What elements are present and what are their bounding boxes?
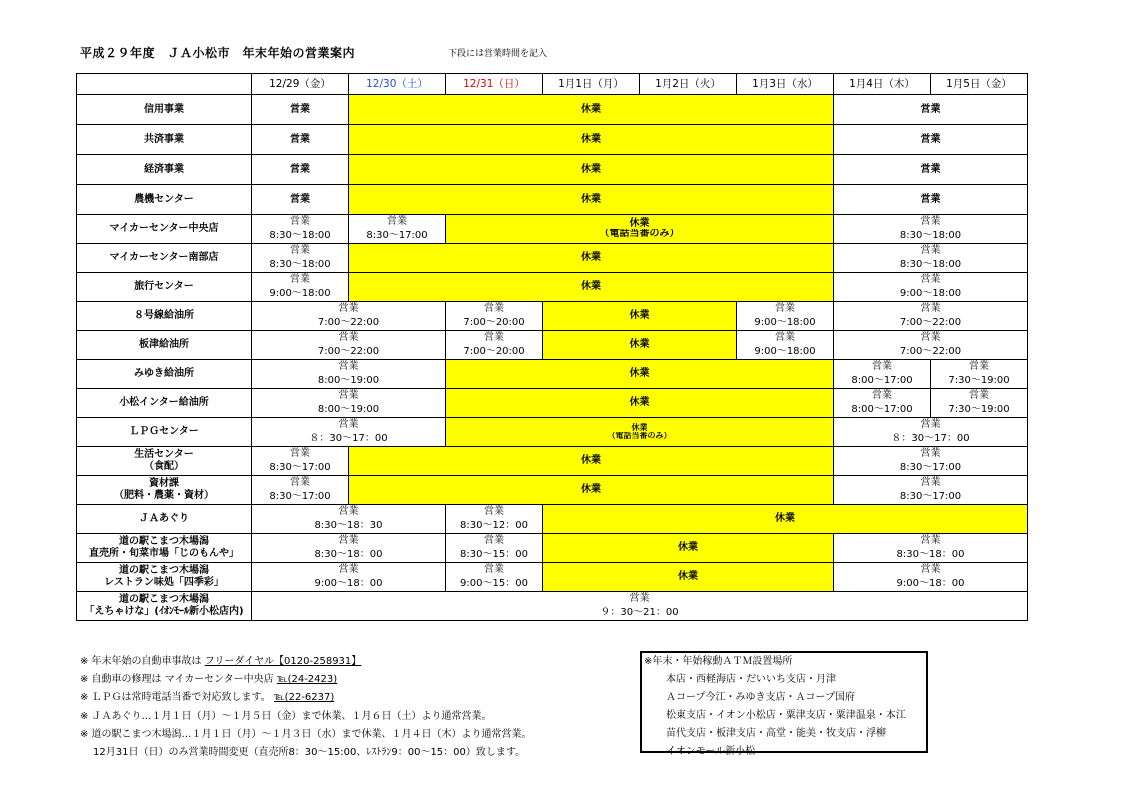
table-row bbox=[77, 389, 1028, 404]
open-cell: 営業 bbox=[737, 302, 834, 317]
open-cell: 営業 bbox=[252, 360, 446, 375]
hours-cell: 8:30〜17:00 bbox=[252, 490, 349, 505]
atm-line: 本店・西軽海店・だいいち支店・月津 bbox=[666, 674, 836, 685]
hours-cell: 8:30〜17:00 bbox=[252, 461, 349, 476]
hours-cell: 8:00〜17:00 bbox=[834, 403, 931, 418]
hours-cell: 7:30〜19:00 bbox=[931, 374, 1028, 389]
open-cell: 営業 bbox=[446, 302, 543, 317]
open-cell: 営業 bbox=[252, 185, 349, 215]
open-cell: 営業 bbox=[737, 331, 834, 346]
open-cell: 営業 bbox=[446, 331, 543, 346]
row-label: 経済事業 bbox=[77, 155, 252, 185]
open-cell: 営業 bbox=[252, 592, 1028, 607]
table-row bbox=[77, 215, 1028, 230]
date-header: 1月4日（木） bbox=[834, 74, 931, 95]
hours-cell: 9:00〜18:00 bbox=[834, 287, 1028, 302]
closed-cell: 休業 bbox=[349, 447, 834, 476]
hours-cell: ９：30〜21：00 bbox=[252, 606, 1028, 621]
atm-line: イオンモール新小松 bbox=[666, 746, 756, 757]
closed-cell: 休業 bbox=[446, 360, 834, 389]
row-label: 旅行センター bbox=[77, 273, 252, 302]
row-label: マイカーセンター中央店 bbox=[77, 215, 252, 244]
open-cell: 営業 bbox=[834, 360, 931, 375]
open-cell: 営業 bbox=[834, 534, 1028, 549]
header-corner bbox=[77, 74, 252, 95]
open-cell: 営業 bbox=[834, 185, 1028, 215]
hours-cell: ８：30〜17：00 bbox=[834, 432, 1028, 447]
row-label-line: （食配） bbox=[144, 461, 184, 472]
closed-cell: 休業 bbox=[349, 185, 834, 215]
footnote-lpg bbox=[80, 689, 532, 707]
hours-cell: 7:00〜22:00 bbox=[252, 345, 446, 360]
row-label bbox=[77, 534, 252, 563]
row-label bbox=[77, 592, 252, 621]
open-cell: 営業 bbox=[252, 476, 349, 491]
table-row bbox=[77, 505, 1028, 520]
open-cell: 営業 bbox=[834, 476, 1028, 491]
hours-cell: 7:00〜20:00 bbox=[446, 345, 543, 360]
table-row bbox=[77, 447, 1028, 462]
table-row bbox=[77, 185, 1028, 215]
row-label bbox=[77, 447, 252, 476]
closed-cell: 休業 bbox=[349, 155, 834, 185]
date-header: 12/31（日） bbox=[446, 74, 543, 95]
row-label-line: 資材課 bbox=[149, 478, 179, 489]
hours-cell: 7:00〜22:00 bbox=[834, 316, 1028, 331]
table-row bbox=[77, 273, 1028, 288]
footnote-michinoeki: ※ 道の駅こまつ木場潟…１月１日（月）〜１月３日（水）まで休業、１月４日（木）より通常営業。 bbox=[80, 728, 532, 740]
open-cell: 営業 bbox=[446, 505, 543, 520]
open-cell: 営業 bbox=[252, 447, 349, 462]
footnotes bbox=[80, 653, 532, 762]
open-cell: 営業 bbox=[252, 215, 349, 230]
lpg-phone: ℡(22-6237) bbox=[273, 692, 335, 704]
repair-phone: ℡(24-2423) bbox=[276, 674, 338, 686]
closed-cell: 休業 bbox=[446, 418, 834, 433]
row-label bbox=[77, 476, 252, 505]
open-cell: 営業 bbox=[252, 418, 446, 433]
hours-cell: 9:00〜18:00 bbox=[252, 287, 349, 302]
open-cell: 営業 bbox=[252, 125, 349, 155]
open-cell: 営業 bbox=[252, 244, 349, 259]
hours-cell: 7:00〜20:00 bbox=[446, 316, 543, 331]
open-cell: 営業 bbox=[834, 155, 1028, 185]
date-header: 1月2日（火） bbox=[640, 74, 737, 95]
closed-cell: 休業 bbox=[543, 534, 834, 563]
row-label: 信用事業 bbox=[77, 95, 252, 125]
page-title: 平成２９年度 ＪＡ小松市 年末年始の営業案内 bbox=[80, 46, 356, 60]
row-label: 農機センター bbox=[77, 185, 252, 215]
table-row bbox=[77, 155, 1028, 185]
hours-cell: 8:30〜15：00 bbox=[446, 548, 543, 563]
hours-cell: 8:00〜19:00 bbox=[252, 403, 446, 418]
hours-cell: 8:30〜12：00 bbox=[446, 519, 543, 534]
open-cell: 営業 bbox=[834, 244, 1028, 259]
open-cell: 営業 bbox=[834, 215, 1028, 230]
footnote-aguri: ※ ＪＡあぐり…１月１日（月）〜１月５日（金）まで休業、１月６日（土）より通常営業。 bbox=[80, 710, 492, 722]
phone-note: （電話当番のみ） bbox=[446, 229, 834, 244]
table-row bbox=[77, 244, 1028, 259]
open-cell: 営業 bbox=[252, 302, 446, 317]
table-row bbox=[77, 95, 1028, 125]
row-label: 共済事業 bbox=[77, 125, 252, 155]
row-label: みゆき給油所 bbox=[77, 360, 252, 389]
footnote-text: ※ 自動車の修理は マイカーセンター中央店 bbox=[80, 674, 277, 686]
footnote-repair bbox=[80, 671, 532, 689]
footnote-hours-change: 12月31日（日）のみ営業時間変更（直売所8：30〜15:00、ﾚｽﾄﾗﾝ9：00〜15：00）致します。 bbox=[93, 747, 526, 759]
hours-cell: 8:30〜18:00 bbox=[834, 229, 1028, 244]
footnote-text: ※ ＬＰＧは常時電話当番で対応致します。 bbox=[80, 692, 274, 704]
open-cell: 営業 bbox=[931, 389, 1028, 404]
open-cell: 営業 bbox=[252, 389, 446, 404]
open-cell: 営業 bbox=[252, 155, 349, 185]
closed-cell: 休業 bbox=[349, 125, 834, 155]
date-header: 1月3日（水） bbox=[737, 74, 834, 95]
closed-cell: 休業 bbox=[543, 563, 834, 592]
hours-cell: 7:00〜22:00 bbox=[834, 345, 1028, 360]
hours-cell: 9:00〜18：00 bbox=[834, 577, 1028, 592]
open-cell: 営業 bbox=[349, 215, 446, 230]
row-label-line: 直売所・旬菜市場「じのもんや」 bbox=[89, 548, 239, 559]
footnote-text: ※ 年末年始の自動車事故は bbox=[80, 656, 205, 667]
table-row bbox=[77, 563, 1028, 578]
open-cell: 営業 bbox=[252, 563, 446, 578]
atm-line: 苗代支店・板津支店・高堂・能美・牧支店・浮柳 bbox=[666, 728, 886, 739]
open-cell: 営業 bbox=[931, 360, 1028, 375]
closed-cell: 休業 bbox=[543, 302, 737, 331]
hours-cell: 8:30〜18:00 bbox=[252, 229, 349, 244]
open-cell: 営業 bbox=[834, 302, 1028, 317]
hours-cell: 9:00〜15：00 bbox=[446, 577, 543, 592]
closed-cell: 休業 bbox=[349, 95, 834, 125]
row-label-line: 道の駅こまつ木場潟 bbox=[119, 565, 209, 576]
open-cell: 営業 bbox=[834, 418, 1028, 433]
row-label: マイカーセンター南部店 bbox=[77, 244, 252, 273]
row-label-line: （肥料・農薬・資材） bbox=[114, 490, 214, 501]
open-cell: 営業 bbox=[252, 95, 349, 125]
closed-cell: 休業 bbox=[543, 331, 737, 360]
hours-cell: 8:30〜18:00 bbox=[834, 258, 1028, 273]
row-label: ＬＰＧセンター bbox=[77, 418, 252, 447]
date-header: 12/29（金） bbox=[252, 74, 349, 95]
open-cell: 営業 bbox=[834, 447, 1028, 462]
hours-cell: 8:30〜18：00 bbox=[252, 548, 446, 563]
closed-cell: 休業 bbox=[543, 505, 1028, 534]
atm-line: 松東支店・イオン小松店・粟津支店・粟津温泉・本江 bbox=[666, 710, 906, 721]
hours-cell: 7:00〜22:00 bbox=[252, 316, 446, 331]
hours-cell: 8:30〜18:00 bbox=[252, 258, 349, 273]
open-cell: 営業 bbox=[834, 273, 1028, 288]
hours-cell: 8:00〜17:00 bbox=[834, 374, 931, 389]
row-label: ８号線給油所 bbox=[77, 302, 252, 331]
open-cell: 営業 bbox=[834, 125, 1028, 155]
row-label-line: 「えちゃけな」(ｲｵﾝﾓｰﾙ新小松店内) bbox=[84, 606, 244, 617]
open-cell: 営業 bbox=[834, 331, 1028, 346]
open-cell: 営業 bbox=[252, 505, 446, 520]
row-label: 小松インター給油所 bbox=[77, 389, 252, 418]
open-cell: 営業 bbox=[834, 95, 1028, 125]
atm-title: ※年末・年始稼動ＡＴＭ設置場所 bbox=[644, 656, 793, 667]
table-row bbox=[77, 476, 1028, 491]
row-label-line: 生活センター bbox=[134, 449, 194, 460]
date-header: 1月1日（月） bbox=[543, 74, 640, 95]
header-row bbox=[77, 74, 1028, 95]
hours-cell: 9:00〜18:00 bbox=[737, 345, 834, 360]
table-row bbox=[77, 418, 1028, 433]
table-row bbox=[77, 534, 1028, 549]
row-label-line: 道の駅こまつ木場潟 bbox=[119, 536, 209, 547]
table-row bbox=[77, 360, 1028, 375]
hours-cell: 8:30〜17:00 bbox=[834, 461, 1028, 476]
open-cell: 営業 bbox=[446, 534, 543, 549]
atm-box bbox=[640, 651, 928, 757]
table-row bbox=[77, 592, 1028, 607]
closed-cell: 休業 bbox=[349, 476, 834, 505]
closed-cell: 休業 bbox=[446, 215, 834, 230]
hours-cell: 7:30〜19:00 bbox=[931, 403, 1028, 418]
row-label-line: レストラン味処「四季彩」 bbox=[104, 577, 224, 588]
sub-note: 下段には営業時間を記入 bbox=[448, 49, 548, 59]
footnote-accident bbox=[80, 653, 532, 671]
open-cell: 営業 bbox=[446, 563, 543, 578]
open-cell: 営業 bbox=[252, 534, 446, 549]
open-cell: 営業 bbox=[252, 273, 349, 288]
schedule-table bbox=[76, 73, 1028, 621]
phone-note: （電話当番のみ） bbox=[446, 432, 834, 447]
date-header: 12/30（土） bbox=[349, 74, 446, 95]
table-row bbox=[77, 125, 1028, 155]
hours-cell: ８：30〜17：00 bbox=[252, 432, 446, 447]
closed-cell: 休業 bbox=[349, 273, 834, 302]
hours-cell: 8:00〜19:00 bbox=[252, 374, 446, 389]
open-cell: 営業 bbox=[834, 563, 1028, 578]
row-label: ＪＡあぐり bbox=[77, 505, 252, 534]
open-cell: 営業 bbox=[252, 331, 446, 346]
date-header: 1月5日（金） bbox=[931, 74, 1028, 95]
freedial-number: フリーダイヤル【0120-258931】 bbox=[204, 656, 362, 667]
hours-cell: 9:00〜18：00 bbox=[252, 577, 446, 592]
hours-cell: 8:30〜18：30 bbox=[252, 519, 446, 534]
hours-cell: 8:30〜17:00 bbox=[349, 229, 446, 244]
open-cell: 営業 bbox=[834, 389, 931, 404]
hours-cell: 8:30〜17:00 bbox=[834, 490, 1028, 505]
hours-cell: 8:30〜18：00 bbox=[834, 548, 1028, 563]
atm-line: Ａコープ今江・みゆき支店・Ａコープ国府 bbox=[666, 692, 855, 703]
row-label bbox=[77, 563, 252, 592]
row-label-line: 道の駅こまつ木場潟 bbox=[119, 594, 209, 605]
closed-cell: 休業 bbox=[349, 244, 834, 273]
closed-cell: 休業 bbox=[446, 389, 834, 418]
row-label: 板津給油所 bbox=[77, 331, 252, 360]
hours-cell: 9:00〜18:00 bbox=[737, 316, 834, 331]
table-row bbox=[77, 302, 1028, 317]
table-row bbox=[77, 331, 1028, 346]
